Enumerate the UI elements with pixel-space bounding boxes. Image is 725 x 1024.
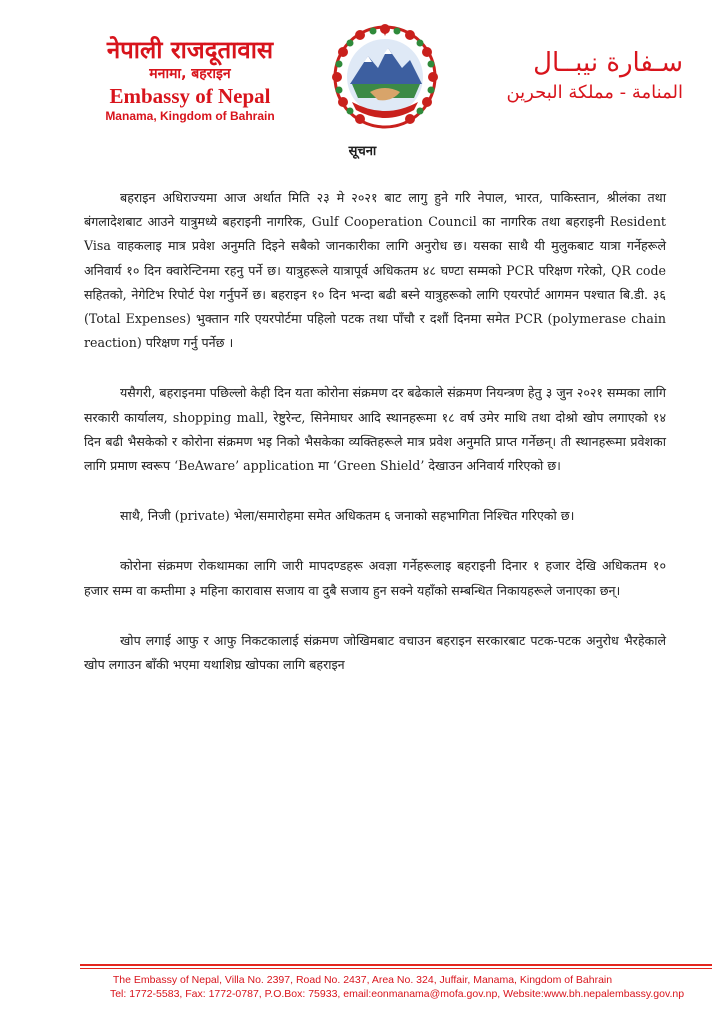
letterhead-left	[60, 36, 320, 124]
letterhead-right	[423, 46, 683, 106]
footer-divider	[80, 964, 712, 966]
paragraph-travel-restrictions: बहराइन अधिराज्यमा आज अर्थात मिति २३ मे २०२१ बाट लागु हुने गरि नेपाल, भारत, पाकिस्तान, श्रीलंका तथा बंगलादेशबाट आउने यात्रुमध्ये बहराइनी नागरिक, Gulf Cooperation Council का नागरिक तथा बहराइनी Resident Visa वाहकलाइ मात्र प्रवेश अनुमति दिइने सबैको जानकारीका लागि अनुरोध छ। यसका साथै यी मुलुकबाट यात्रा गर्नेहरूले अनिवार्य १० दिन क्वारेन्टिनमा रहनु पर्ने छ। यात्रुहरूले यात्रापूर्व अधिकतम ४८ घण्टा सम्मको PCR परिक्षण गरेको, QR code सहितको, नेगेटिभ रिपोर्ट पेश गर्नुपर्ने छ। बहराइन १० दिन भन्दा बढी बस्ने यात्रुहरूको लागि एयरपोर्ट आगमन पश्चात बि.डी. ३६ (Total Expenses) भुक्तान गरि एयरपोर्टमा पहिलो पटक तथा पाँचौ र दशौं दिनमा समेत PCR (polymerase chain reaction) परिक्षण गर्नु पर्नेछ ।	[84, 190, 666, 351]
embassy-name-nepali: नेपाली राजदूतावास	[106, 36, 274, 64]
embassy-location-arabic: المنامة - مملكة البحرين	[506, 82, 683, 103]
notice-title: सूचना	[348, 144, 377, 159]
embassy-location-nepali: मनामा, बहराइन	[149, 66, 231, 82]
letterhead	[0, 0, 725, 140]
notice-body	[84, 186, 666, 703]
embassy-name-arabic: سـفارة نيبــال	[533, 48, 683, 78]
paragraph-vaccination: खोप लगाई आफु र आफु निकटकालाई संक्रमण जोखिमबाट वचाउन बहराइन सरकारबाट पटक-पटक अनुरोध भैरहेकाले खोप लगाउन बाँकी भएमा यथाशिघ्र खोपका लागि बहराइन	[84, 632, 666, 673]
footer-address: The Embassy of Nepal, Villa No. 2397, Road No. 2437, Area No. 324, Juffair, Manama, Kingdom of Bahrain	[112, 974, 613, 986]
paragraph-penalties: कोरोना संक्रमण रोकथामका लागि जारी मापदण्डहरू अवज्ञा गर्नेहरूलाइ बहराइनी दिनार १ हजार देखि अधिकतम १० हजार सम्म वा कम्तीमा ३ महिना कारावास सजाय वा दुबै सजाय हुन सक्ने यहाँको सम्बन्धित निकायहरूले जनाएका छन्।	[84, 558, 666, 598]
paragraph-venue-access: यसैगरी, बहराइनमा पछिल्लो केही दिन यता कोरोना संक्रमण दर बढेकाले संक्रमण नियन्त्रण हेतु ३ जुन २०२१ सम्मका लागि सरकारी कार्यालय, shopping mall, रेष्टुरेन्ट, सिनेमाघर आदि स्थानहरूमा १८ वर्ष उमेर माथि तथा दोश्रो खोप लगाएको १४ दिन बढी भैसकेको र कोरोना संक्रमण भइ निको भैसकेका व्यक्तिहरूले मात्र प्रवेश अनुमति प्राप्त गर्नेछन्। ती स्थानहरूमा प्रवेशका लागि प्रमाण स्वरूप ‘BeAware’ application मा ‘Green Shield’ देखाउन अनिवार्य गरिएको छ।	[84, 385, 666, 474]
embassy-name-english: Embassy of Nepal	[109, 84, 271, 108]
embassy-location-english: Manama, Kingdom of Bahrain	[105, 109, 275, 123]
footer-divider-thin	[80, 968, 712, 969]
paragraph-private-gatherings: साथै, निजी (private) भेला/समारोहमा समेत अधिकतम ६ जनाको सहभागिता निश्चित गरिएको छ।	[120, 508, 575, 524]
footer-contact: Tel: 1772-5583, Fax: 1772-0787, P.O.Box: 75933, email:eonmanama@mofa.gov.np, Website:www.bh.nepalembassy.gov.np	[109, 988, 685, 1000]
